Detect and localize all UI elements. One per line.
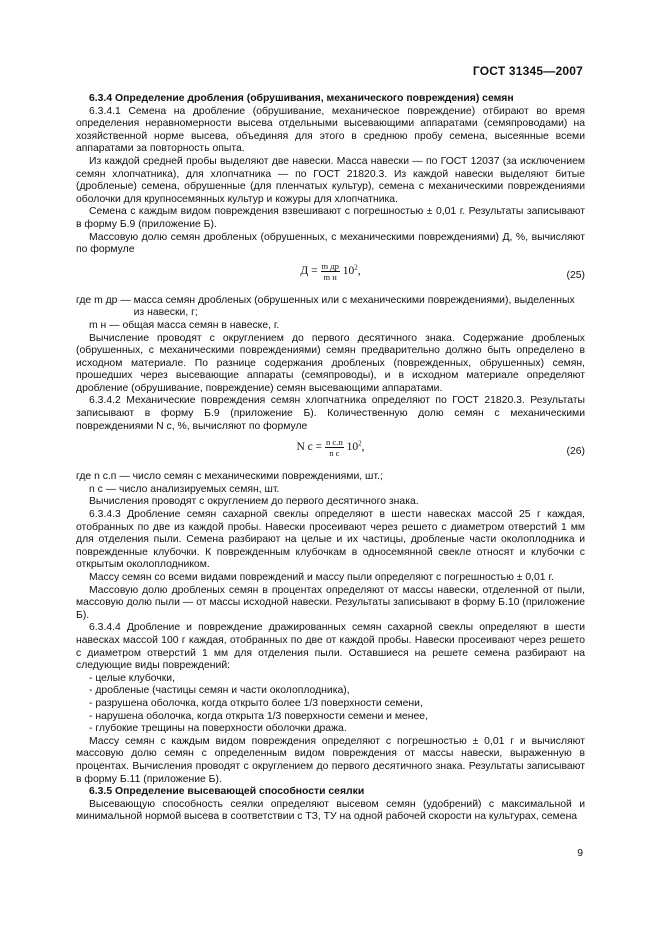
definition-text: общая масса семян в навеске, г. [122, 319, 280, 331]
formula-multiplier: 10 [342, 264, 355, 277]
formula-fraction [321, 261, 340, 282]
paragraph: Высевающую способность сеялки определяют высевом семян (удобрений) с максимальной и минимальной нормой высева в соответствии с ТЗ, ТУ на одной рабочей скорости на культурах, семена [76, 798, 585, 823]
paragraph: 6.3.4.4 Дробление и повреждение дражированных семян сахарной свеклы определяют в шести навесках массой 100 г каждая, отобранных по две от каждой пробы. Навески просеивают через решето с диаметром отверстий 1 мм для отделения пыли. Оставшиеся на решете семена разбирают на следующие виды повреждений: [76, 622, 585, 672]
paragraph: Массовую долю семян дробленых (обрушенных, с механическими повреждениями) Д, %, вычисляют по формуле [76, 231, 585, 256]
formula-exponent: 2 [354, 263, 358, 272]
list-item: - разрушена оболочка, когда открыто более 1/3 поверхности семени, [89, 697, 423, 709]
equation-number: (25) [566, 269, 585, 281]
section-heading-6-3-5: 6.3.5 Определение высевающей способности сеялки [89, 786, 365, 798]
definition-text: масса семян дробленых (обрушенных или с механическими повреждениями), выделенных из навески, г; [133, 294, 575, 319]
paragraph: Из каждой средней пробы выделяют две навески. Масса навески — по ГОСТ 12037 (за исключением семян хлопчатника), для хлопчатника — по ГОСТ 21820.3. Из каждой навески выделяют битые (дробленые) семена, обрушенные (для пленчатых культур), семена с механическими повреждениями оболочки для крупносемянных культур и кожуры для хлопчатника. [76, 155, 585, 205]
paragraph: Вычисления проводят с округлением до первого десятичного знака. [89, 496, 419, 508]
page-content [76, 93, 585, 824]
formula-lhs: N с = [296, 441, 323, 454]
paragraph: 6.3.4.3 Дробление семян сахарной свеклы определяют в шести навесках массой 25 г каждая, отобранных по две из каждой пробы. Навески просеивают через решето с диаметром отверстий 1 мм для отделения пыли. Семена разбирают на целые и их частицы, дробленые части околоплодника и поврежденные клубочки. К поврежденным клубочкам в односемянной свекле относят и клубочки с открытым околоплодником. [76, 509, 585, 571]
where-definition [76, 484, 585, 497]
where-definition [76, 471, 585, 484]
formula-denominator: m н [323, 271, 337, 282]
page-number: 9 [577, 848, 583, 859]
formula-lhs: Д = [300, 264, 318, 277]
formula-fraction [325, 437, 344, 458]
where-lead: где [76, 471, 92, 483]
list-item: - целые клубочки, [89, 672, 176, 684]
formula-tail: , [361, 441, 365, 454]
list-item: - нарушена оболочка, когда открыта 1/3 поверхности семени и менее, [89, 710, 428, 722]
section-heading-6-3-4: 6.3.4 Определение дробления (обрушивания, механического повреждения) семян [89, 93, 514, 104]
definition-symbol: m н — [89, 319, 120, 331]
definition-symbol: n с — [89, 483, 117, 495]
paragraph: 6.3.4.1 Семена на дробление (обрушивание, механическое повреждение) отбирают во время определения неравномерности высева отдельными высевающими аппаратами (семяпроводами) на хозяйственной норме высева, объединяя для этого в среднюю пробу семена, высеянные всеми аппаратами за повторность опыта. [76, 105, 585, 155]
damage-types-list [76, 673, 585, 736]
formula-25 [76, 261, 585, 291]
formula-26 [76, 437, 585, 467]
formula-numerator: m др [321, 260, 339, 271]
document-id-header: ГОСТ 31345—2007 [472, 64, 583, 78]
where-definition [76, 295, 585, 320]
definition-text: число анализируемых семян, шт. [119, 483, 280, 495]
formula-multiplier: 10 [346, 441, 359, 454]
paragraph: Массу семян со всеми видами повреждений и массу пыли определяют с погрешностью ± 0,01 г. [89, 572, 554, 583]
paragraph: 6.3.4.2 Механические повреждения семян хлопчатника определяют по ГОСТ 21820.3. Результаты записывают в форму Б.9 (приложение Б). Количественную долю семян с механическими повреждениями N с, %, вычисляют по формуле [76, 395, 585, 432]
formula-numerator: n с.п [325, 437, 343, 448]
paragraph: Массу семян с каждым видом повреждения определяют с погрешностью ± 0,01 г и вычисляют массовую долю семян с определенным видом повреждения от массы навески, выраженную в процентах. Вычисления проводят с округлением до первого десятичного знака. Результаты записывают в форму Б.11 (приложение Б). [76, 735, 585, 785]
paragraph: Массовую долю дробленых семян в процентах определяют от массы навески, отделенной от пыли, массовую долю пыли — от массы исходной навески. Результаты записывают в форму Б.10 (приложение Б). [76, 584, 585, 621]
paragraph: Вычисление проводят с округлением до первого десятичного знака. Содержание дробленых (обрушенных, с механическими повреждениями) семян предварительно должно быть определено в исходном материале. По разнице содержания дробленых (поврежденных, обрушенных) семян, прошедших через высевающие аппараты (семяпроводы), и в исходном материале определяют дробление (обрушивание, повреждение) семян высевающими аппаратами. [76, 332, 585, 394]
where-lead: где [76, 294, 92, 306]
definition-text: число семян с механическими повреждениями, шт.; [132, 471, 383, 483]
formula-denominator: n с [329, 448, 340, 459]
formula-tail: , [357, 264, 361, 277]
where-definition [76, 320, 585, 333]
list-item: - глубокие трещины на поверхности оболочки дража. [89, 723, 347, 735]
equation-number: (26) [566, 446, 585, 458]
definition-symbol: n с.п — [94, 471, 130, 483]
list-item: - дробленые (частицы семян и части околоплодника), [89, 685, 350, 697]
paragraph: Семена с каждым видом повреждения взвешивают с погрешностью ± 0,01 г. Результаты записывают в форму Б.9 (приложение Б). [76, 206, 585, 230]
definition-symbol: m др — [94, 294, 131, 306]
formula-exponent: 2 [358, 439, 362, 448]
